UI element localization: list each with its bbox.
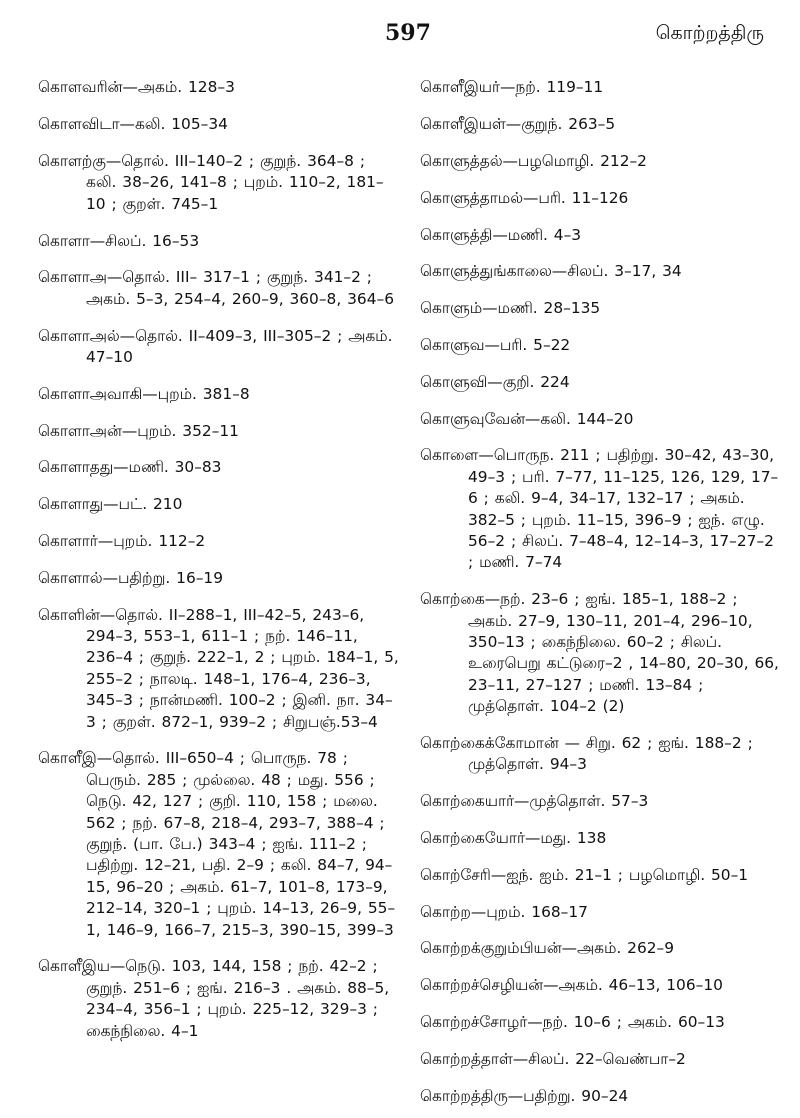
index-entry: கொளும்—மணி. 28–135 xyxy=(420,299,601,318)
page-header xyxy=(0,14,800,54)
index-entry: கொளாஅ—தொல். III– 317–1 ; குறுந். 341–2 ; அகம். 5–3, 254–4, 260–9, 360–8, 364–6 xyxy=(38,268,394,308)
index-entry: கொளா—சிலப். 16–53 xyxy=(38,231,200,250)
index-entry: கொளார்—புறம். 112–2 xyxy=(38,531,206,550)
index-entry: கொளால்—பதிற்று. 16–19 xyxy=(38,568,224,587)
index-entry: கொளீஇயர்—நற். 119–11 xyxy=(420,78,604,97)
index-entry: கொளின்—தொல். II–288–1, III–42–5, 243–6, 294–3, 553–1, 611–1 ; நற். 146–11, 236–4 ; குறுந். 222–1, 2 ; புறம். 184–1, 5, 255–2 ; நாலடி. 148–1, 176–4, 236–3, 345–3 ; நான்மணி. 100–2 ; இனி. நா. 34–3 ; குறள். 872–1, 939–2 ; சிறுபஞ்.53–4 xyxy=(38,605,399,731)
index-entry: கொற்றச்செழியன்—அகம். 46–13, 106–10 xyxy=(420,976,723,995)
index-entry: கொற்கை—நற். 23–6 ; ஐங். 185–1, 188–2 ; அகம். 27–9, 130–11, 201–4, 296–10, 350–13 ; கைந்நிலை. 60–2 ; சிலப். உரைபெறு கட்டுரை–2 , 14–80, 20–30, 66, 23–11, 27–127 ; மணி. 13–84 ; முத்தொள். 104–2 (2) xyxy=(420,590,779,716)
index-entry: கொளை—பொருந. 211 ; பதிற்று. 30–42, 43–30, 49–3 ; பரி. 7–77, 11–125, 126, 129, 17–6 ; கலி. 9–4, 34–17, 132–17 ; அகம். 382–5 ; புறம். 11–15, 396–9 ; ஐந். எழு. 56–2 ; சிலப். 7–48–4, 12–14–3, 17–27–2 ; மணி. 7–74 xyxy=(420,446,779,572)
index-entry: கொற்ற—புறம். 168–17 xyxy=(420,902,588,921)
index-entry: கொற்சேரி—ஐந். ஐம். 21–1 ; பழமொழி. 50–1 xyxy=(420,865,749,884)
left-column xyxy=(38,62,400,1053)
index-entry: கொளீஇயள்—குறுந். 263–5 xyxy=(420,115,616,134)
index-entry: கொற்றச்சோழர்—நற். 10–6 ; அகம். 60–13 xyxy=(420,1013,725,1031)
index-entry: கொளவிடா—கலி. 105–34 xyxy=(38,115,228,134)
index-entry: கொற்கையார்—முத்தொள். 57–3 xyxy=(420,792,649,811)
index-entry: கொற்றத்திரு—பதிற்று. 90–24 xyxy=(420,1086,629,1105)
index-entry: கொளுத்துங்காலை—சிலப். 3–17, 34 xyxy=(420,262,682,281)
index-entry: கொளீஇய—நெடு. 103, 144, 158 ; நற். 42–2 ; குறுந். 251–6 ; ஐங். 216–3 . அகம். 88–5, 234–4, 356–1 ; புறம். 225–12, 329–3 ; கைந்நிலை. 4–1 xyxy=(38,957,390,1040)
index-entry: கொளாஅல்—தொல். II–409–3, III–305–2 ; அகம். 47–10 xyxy=(38,326,393,366)
index-entry: கொளுத்தி—மணி. 4–3 xyxy=(420,225,582,244)
index-entry: கொளாஅன்—புறம். 352–11 xyxy=(38,421,239,440)
index-entry: கொளுத்தாமல்—பரி. 11–126 xyxy=(420,188,629,207)
index-entry: கொளுத்தல்—பழமொழி. 212–2 xyxy=(420,151,647,170)
index-entry: கொற்றக்குறும்பியன்—அகம். 262–9 xyxy=(420,939,675,958)
index-entry: கொளுவ—பரி. 5–22 xyxy=(420,335,571,354)
index-entry: கொளற்கு—தொல். III–140–2 ; குறுந். 364–8 ; கலி. 38–26, 141–8 ; புறம். 110–2, 181–10 ; குறள். 745–1 xyxy=(38,151,384,213)
index-entry: கொளுவுவேன்—கலி. 144–20 xyxy=(420,409,634,428)
index-entry: கொளுவி—குறி. 224 xyxy=(420,372,570,391)
right-column xyxy=(420,62,782,1118)
index-entry: கொளாது—பட். 210 xyxy=(38,495,183,514)
page-number: 597 xyxy=(385,20,431,46)
index-entry: கொளாஅவாகி—புறம். 381–8 xyxy=(38,384,250,403)
index-entry: கொளீஇ—தொல். III–650–4 ; பொருந. 78 ; பெரும். 285 ; முல்லை. 48 ; மது. 556 ; நெடு. 42, 127 ; குறி. 110, 158 ; மலை. 562 ; நற். 67–8, 218–4, 293–7, 388–4 ; குறுந். (பா. பே.) 343–4 ; ஐங். 111–2 ; பதிற்று. 12–21, பதி. 2–9 ; கலி. 84–7, 94–15, 96–20 ; அகம். 61–7, 101–8, 173–9, 212–14, 320–1 ; புறம். 14–13, 26–9, 55–1, 146–9, 166–7, 215–3, 390–15, 399–3 xyxy=(38,749,396,939)
index-entry: கொற்றத்தாள்—சிலப். 22–வெண்பா–2 xyxy=(420,1049,686,1068)
index-entry: கொளவரின்—அகம். 128–3 xyxy=(38,78,235,97)
index-entry: கொளாதது—மணி. 30–83 xyxy=(38,458,222,477)
index-entry: கொற்கைக்கோமான் — சிறு. 62 ; ஐங். 188–2 ; முத்தொள். 94–3 xyxy=(420,734,753,774)
index-entry: கொற்கையோர்—மது. 138 xyxy=(420,829,607,848)
running-head: கொற்றத்திரு xyxy=(655,22,764,44)
